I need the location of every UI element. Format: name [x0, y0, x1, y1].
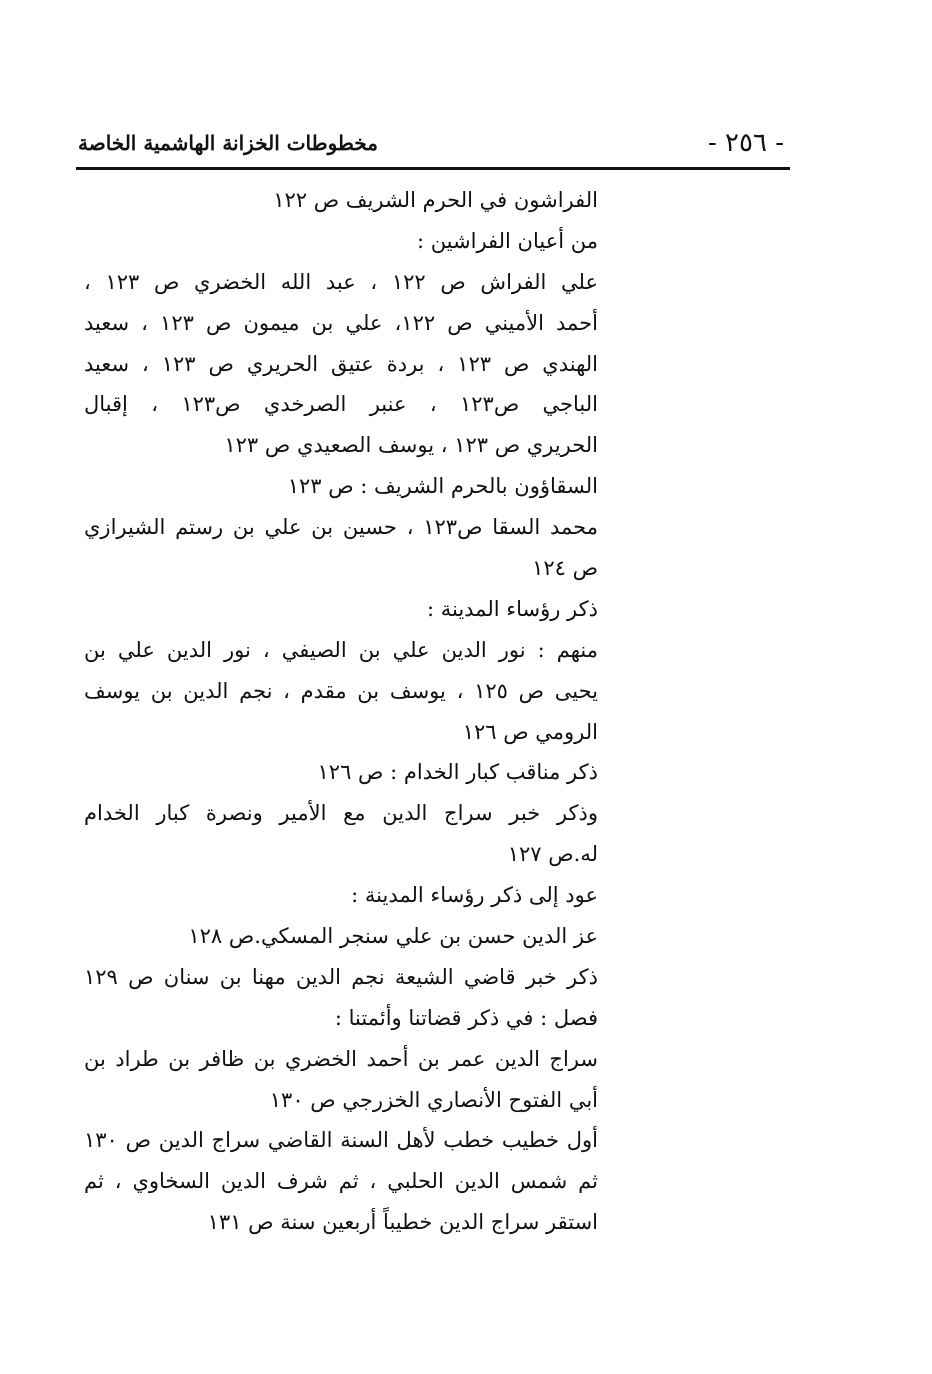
index-text-block [84, 180, 598, 1243]
page-number: - ٢٥٦ - [707, 128, 784, 158]
text-line: علي الفراش ص ١٢٢ ، عبد الله الخضري ص ١٢٣ ، [84, 269, 599, 294]
text-line: أول خطيب خطب لأهل السنة القاضي سراج الدين ص ١٣٠ [84, 1128, 598, 1153]
text-line: الهندي ص ١٢٣ ، بردة عتيق الحريري ص ١٢٣ ، سعيد [84, 351, 598, 376]
text-line: ذكر خبر قاضي الشيعة نجم الدين مهنا بن سنان ص ١٢٩ [84, 964, 598, 989]
text-line: له.ص ١٢٧ [507, 842, 598, 867]
running-title: مخطوطات الخزانة الهاشمية الخاصة [78, 131, 378, 155]
text-line: أبي الفتوح الأنصاري الخزرجي ص ١٣٠ [269, 1087, 598, 1112]
text-line: استقر سراج الدين خطيباً أربعين سنة ص ١٣١ [207, 1210, 598, 1235]
text-line: محمد السقا ص١٢٣ ، حسين بن علي بن رستم الشيرازي [84, 515, 598, 540]
text-line: ذكر مناقب كبار الخدام : ص ١٢٦ [317, 760, 598, 785]
text-line: الرومي ص ١٢٦ [462, 719, 598, 744]
text-line: فصل : في ذكر قضاتنا وأئمتنا : [334, 1005, 598, 1030]
header-rule [76, 167, 790, 170]
text-line: من أعيان الفراشين : [416, 228, 598, 253]
text-line: وذكر خبر سراج الدين مع الأمير ونصرة كبار الخدام [84, 801, 598, 826]
text-line: عود إلى ذكر رؤساء المدينة : [351, 883, 598, 908]
text-line: ص ١٢٤ [532, 556, 598, 581]
text-line: الباجي ص١٢٣ ، عنبر الصرخدي ص١٢٣ ، إقبال [84, 392, 598, 417]
text-line: يحيى ص ١٢٥ ، يوسف بن مقدم ، نجم الدين بن يوسف [84, 678, 598, 703]
text-line: السقاؤون بالحرم الشريف : ص ١٢٣ [287, 474, 598, 499]
text-line: منهم : نور الدين علي بن الصيفي ، نور الدين علي بن [84, 637, 598, 662]
text-line: الحريري ص ١٢٣ ، يوسف الصعيدي ص ١٢٣ [224, 433, 598, 458]
text-line: أحمد الأميني ص ١٢٢، علي بن ميمون ص ١٢٣ ، سعيد [84, 310, 598, 335]
text-line: الفراشون في الحرم الشريف ص ١٢٢ [273, 188, 598, 212]
page-header [78, 126, 790, 162]
text-line: عز الدين حسن بن علي سنجر المسكي.ص ١٢٨ [188, 924, 598, 949]
text-line: ذكر رؤساء المدينة : [426, 596, 598, 621]
text-line: ثم شمس الدين الحلبي ، ثم شرف الدين السخاوي ، ثم [84, 1169, 598, 1194]
text-line: سراج الدين عمر بن أحمد الخضري بن ظافر بن طراد بن [84, 1046, 598, 1071]
